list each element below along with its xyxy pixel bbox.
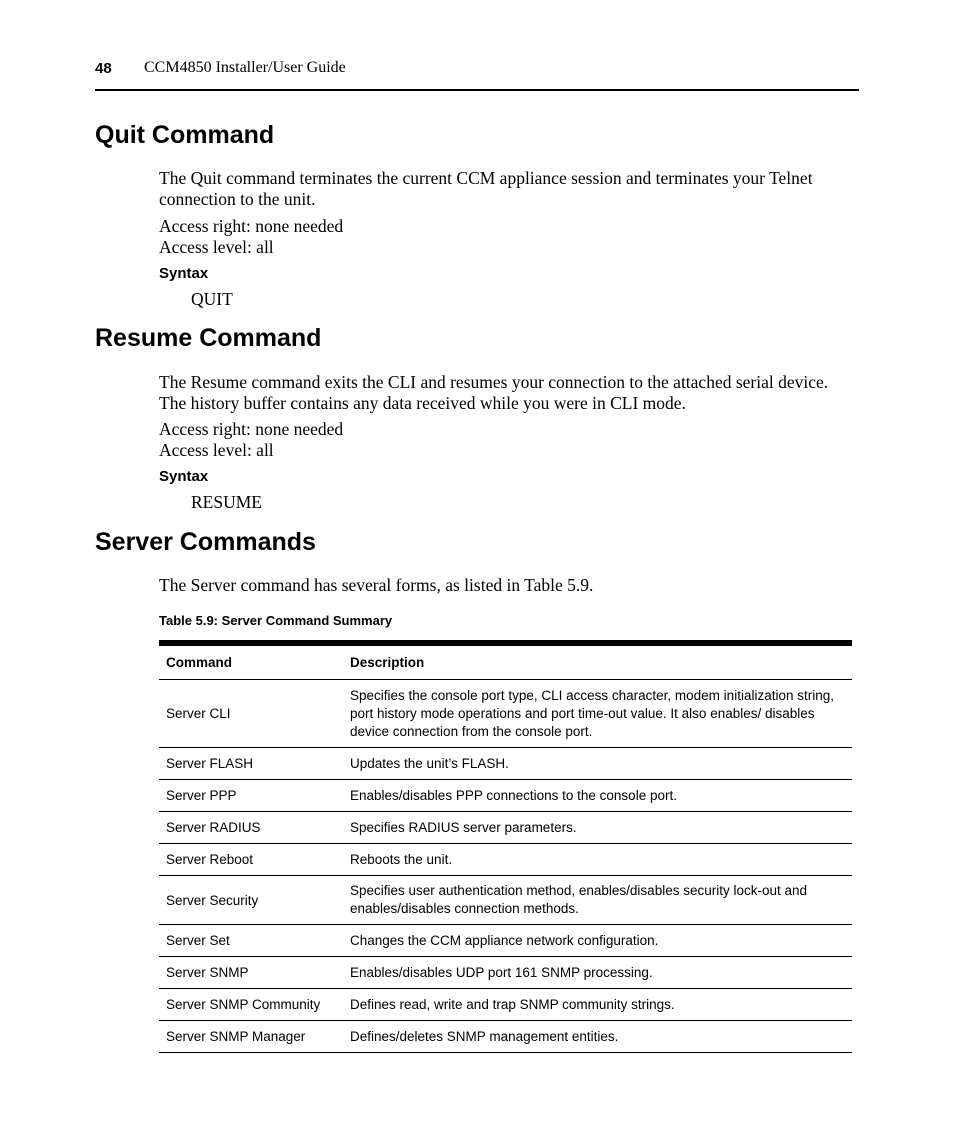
description-cell: Specifies the console port type, CLI access character, modem initialization string, port history mode operations and port time-out value. It also enables/ disables device connection from the console port. [350, 687, 834, 739]
resume-access-right: Access right: none needed [159, 419, 344, 439]
resume-access-level: Access level: all [159, 440, 274, 460]
command-cell: Server RADIUS [166, 820, 261, 835]
quit-description: The Quit command terminates the current CCM appliance session and terminates your Telnet connection to the unit. [159, 168, 813, 209]
command-cell: Server Set [166, 933, 230, 948]
description-cell: Updates the unit’s FLASH. [350, 755, 509, 771]
description-cell: Specifies RADIUS server parameters. [350, 819, 577, 835]
table-header-row [159, 646, 852, 680]
resume-syntax: RESUME [191, 492, 262, 512]
resume-syntax-label: Syntax [159, 468, 209, 485]
description-cell: Defines/deletes SNMP management entities. [350, 1028, 619, 1044]
quit-access-level: Access level: all [159, 237, 274, 257]
table-row [159, 957, 852, 989]
table-row [159, 844, 852, 876]
command-cell: Server Reboot [166, 852, 254, 867]
quit-syntax: QUIT [191, 289, 233, 309]
table-row [159, 680, 852, 748]
table-row [159, 812, 852, 844]
description-cell: Reboots the unit. [350, 851, 453, 867]
resume-command-heading: Resume Command [95, 324, 322, 352]
command-cell: Server CLI [166, 706, 231, 721]
quit-access-right: Access right: none needed [159, 216, 344, 236]
table-caption: Table 5.9: Server Command Summary [159, 613, 393, 628]
description-cell: Changes the CCM appliance network configuration. [350, 932, 659, 948]
page-header [95, 58, 859, 91]
command-cell: Server PPP [166, 788, 237, 803]
table-row [159, 780, 852, 812]
description-cell: Enables/disables PPP connections to the console port. [350, 787, 677, 803]
server-description: The Server command has several forms, as listed in Table 5.9. [159, 575, 594, 595]
quit-syntax-label: Syntax [159, 265, 209, 282]
description-cell: Enables/disables UDP port 161 SNMP processing. [350, 964, 653, 980]
description-cell: Specifies user authentication method, enables/disables security lock-out and enables/disables connection methods. [350, 883, 808, 916]
command-cell: Server SNMP [166, 965, 249, 980]
column-header-command: Command [166, 655, 233, 670]
document-title: CCM4850 Installer/User Guide [144, 59, 346, 76]
table-row [159, 925, 852, 957]
command-cell: Server SNMP Manager [166, 1029, 306, 1044]
command-cell: Server SNMP Community [166, 997, 321, 1012]
table-row [159, 1021, 852, 1053]
command-cell: Server Security [166, 892, 259, 908]
resume-description: The Resume command exits the CLI and resumes your connection to the attached serial device. The history buffer contains any data received while you were in CLI mode. [159, 372, 829, 413]
table-row [159, 876, 852, 925]
quit-command-heading: Quit Command [95, 121, 275, 149]
table-row [159, 989, 852, 1021]
server-command-table [159, 640, 852, 1053]
description-cell: Defines read, write and trap SNMP community strings. [350, 996, 675, 1012]
column-header-description: Description [350, 654, 425, 670]
page-number: 48 [95, 60, 112, 77]
server-commands-heading: Server Commands [95, 528, 316, 556]
command-cell: Server FLASH [166, 756, 254, 771]
table-row [159, 748, 852, 780]
